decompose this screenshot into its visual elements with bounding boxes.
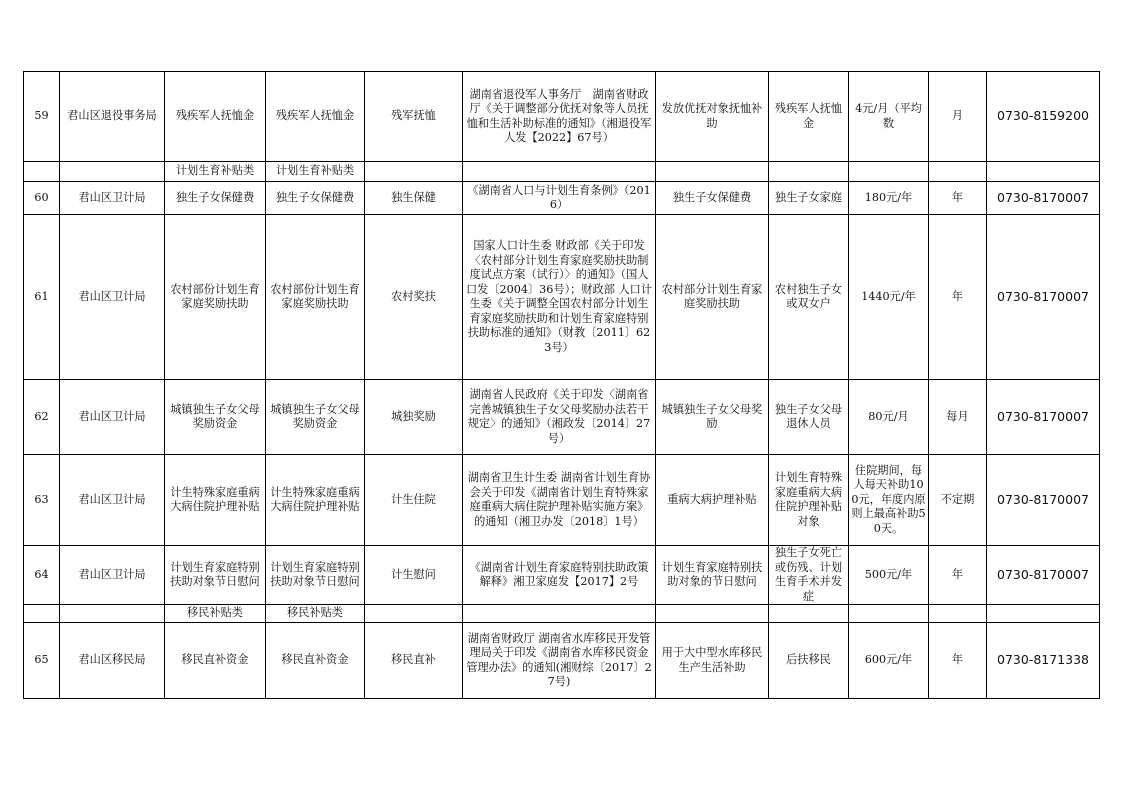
- row-number: 60: [24, 182, 60, 215]
- policy-basis-cell: 湖南省财政厅 湖南省水库移民开发管理局关于印发《湖南省水库移民资金管理办法》的通知(湘财综〔2017〕27号): [463, 623, 656, 699]
- department-cell: 君山区移民局: [60, 623, 165, 699]
- short-name-cell: 独生保健: [365, 182, 463, 215]
- item-cell: 残疾军人抚恤金: [165, 72, 266, 162]
- sub-item-cell: 移民直补资金: [266, 623, 365, 699]
- sub-item-cell: 城镇独生子女父母奖励资金: [266, 380, 365, 455]
- short-name-cell: 城独奖励: [365, 380, 463, 455]
- standard-cell: 住院期间，每人每天补助100元，年度内原则上最高补助50天。: [849, 455, 929, 546]
- row-number: 63: [24, 455, 60, 546]
- content-cell: 农村部分计划生育家庭奖励扶助: [656, 215, 769, 380]
- standard-cell: 1440元/年: [849, 215, 929, 380]
- department-cell: 君山区退役事务局: [60, 72, 165, 162]
- phone-cell: 0730-8170007: [987, 182, 1100, 215]
- table-row: [24, 215, 1100, 380]
- department-cell: 君山区卫计局: [60, 455, 165, 546]
- phone-cell: 0730-8159200: [987, 72, 1100, 162]
- department-cell: 君山区卫计局: [60, 182, 165, 215]
- item-cell: 移民直补资金: [165, 623, 266, 699]
- category-label: 计划生育补贴类: [266, 162, 365, 182]
- phone-cell: 0730-8170007: [987, 215, 1100, 380]
- phone-cell: 0730-8170007: [987, 380, 1100, 455]
- content-cell: 计划生育家庭特别扶助对象的节日慰问: [656, 546, 769, 605]
- row-number: 61: [24, 215, 60, 380]
- standard-cell: 600元/年: [849, 623, 929, 699]
- short-name-cell: 移民直补: [365, 623, 463, 699]
- short-name-cell: 计生慰问: [365, 546, 463, 605]
- category-label: 移民补贴类: [165, 605, 266, 623]
- target-cell: 农村独生子女或双女户: [769, 215, 849, 380]
- short-name-cell: 农村奖扶: [365, 215, 463, 380]
- policy-basis-cell: 《湖南省人口与计划生育条例》（2016）: [463, 182, 656, 215]
- cycle-cell: 不定期: [929, 455, 987, 546]
- content-cell: 发放优抚对象抚恤补助: [656, 72, 769, 162]
- content-cell: 城镇独生子女父母奖励: [656, 380, 769, 455]
- row-number: 65: [24, 623, 60, 699]
- item-cell: 农村部份计划生育家庭奖励扶助: [165, 215, 266, 380]
- table-row: [24, 380, 1100, 455]
- standard-cell: 4元/月（平均数: [849, 72, 929, 162]
- table-row: [24, 455, 1100, 546]
- short-name-cell: 残军抚恤: [365, 72, 463, 162]
- row-number: 64: [24, 546, 60, 605]
- category-row: [24, 605, 1100, 623]
- target-cell: 独生子女死亡或伤残、计划生育手术并发症: [769, 546, 849, 605]
- row-number: 62: [24, 380, 60, 455]
- item-cell: 城镇独生子女父母奖励资金: [165, 380, 266, 455]
- item-cell: 计生特殊家庭重病大病住院护理补贴: [165, 455, 266, 546]
- target-cell: 后扶移民: [769, 623, 849, 699]
- sub-item-cell: 计划生育家庭特别扶助对象节日慰问: [266, 546, 365, 605]
- content-cell: 用于大中型水库移民生产生活补助: [656, 623, 769, 699]
- row-number: 59: [24, 72, 60, 162]
- category-label: 计划生育补贴类: [165, 162, 266, 182]
- category-label: 移民补贴类: [266, 605, 365, 623]
- item-cell: 计划生育家庭特别扶助对象节日慰问: [165, 546, 266, 605]
- target-cell: 计划生育特殊家庭重病大病住院护理补贴对象: [769, 455, 849, 546]
- content-cell: 重病大病护理补贴: [656, 455, 769, 546]
- cycle-cell: 年: [929, 623, 987, 699]
- policy-basis-cell: 湖南省卫生计生委 湖南省计划生育协会关于印发《湖南省计划生育特殊家庭重病大病住院护理补贴实施方案》的通知（湘卫办发〔2018〕1号）: [463, 455, 656, 546]
- sub-item-cell: 残疾军人抚恤金: [266, 72, 365, 162]
- department-cell: 君山区卫计局: [60, 380, 165, 455]
- department-cell: 君山区卫计局: [60, 546, 165, 605]
- cycle-cell: 年: [929, 215, 987, 380]
- phone-cell: 0730-8170007: [987, 455, 1100, 546]
- policy-basis-cell: 湖南省退役军人事务厅 湖南省财政厅《关于调整部分优抚对象等人员抚恤和生活补助标准的通知》（湘退役军人发【2022】67号）: [463, 72, 656, 162]
- target-cell: 独生子女父母退休人员: [769, 380, 849, 455]
- item-cell: 独生子女保健费: [165, 182, 266, 215]
- cycle-cell: 每月: [929, 380, 987, 455]
- sub-item-cell: 独生子女保健费: [266, 182, 365, 215]
- subsidy-table: [23, 71, 1100, 699]
- phone-cell: 0730-8171338: [987, 623, 1100, 699]
- department-cell: 君山区卫计局: [60, 215, 165, 380]
- sub-item-cell: 农村部份计划生育家庭奖励扶助: [266, 215, 365, 380]
- standard-cell: 180元/年: [849, 182, 929, 215]
- content-cell: 独生子女保健费: [656, 182, 769, 215]
- sub-item-cell: 计生特殊家庭重病大病住院护理补贴: [266, 455, 365, 546]
- phone-cell: 0730-8170007: [987, 546, 1100, 605]
- table-row: [24, 623, 1100, 699]
- policy-basis-cell: 《湖南省计划生育家庭特别扶助政策解释》湘卫家庭发【2017】2号: [463, 546, 656, 605]
- target-cell: 独生子女家庭: [769, 182, 849, 215]
- cycle-cell: 月: [929, 72, 987, 162]
- cycle-cell: 年: [929, 546, 987, 605]
- standard-cell: 80元/月: [849, 380, 929, 455]
- short-name-cell: 计生住院: [365, 455, 463, 546]
- table-row: [24, 182, 1100, 215]
- standard-cell: 500元/年: [849, 546, 929, 605]
- policy-basis-cell: 国家人口计生委 财政部《关于印发〈农村部分计划生育家庭奖励扶助制度试点方案（试行）〉的通知》（国人口发〔2004〕36号）；财政部 人口计生委《关于调整全国农村部分计划生育家庭奖励扶助和计划生育家庭特别扶助标准的通知》（财教〔2011〕623号）: [463, 215, 656, 380]
- target-cell: 残疾军人抚恤金: [769, 72, 849, 162]
- cycle-cell: 年: [929, 182, 987, 215]
- table-row: [24, 72, 1100, 162]
- table-row: [24, 546, 1100, 605]
- policy-basis-cell: 湖南省人民政府《关于印发〈湖南省完善城镇独生子女父母奖励办法若干规定〉的通知》（湘政发〔2014〕27号）: [463, 380, 656, 455]
- category-row: [24, 162, 1100, 182]
